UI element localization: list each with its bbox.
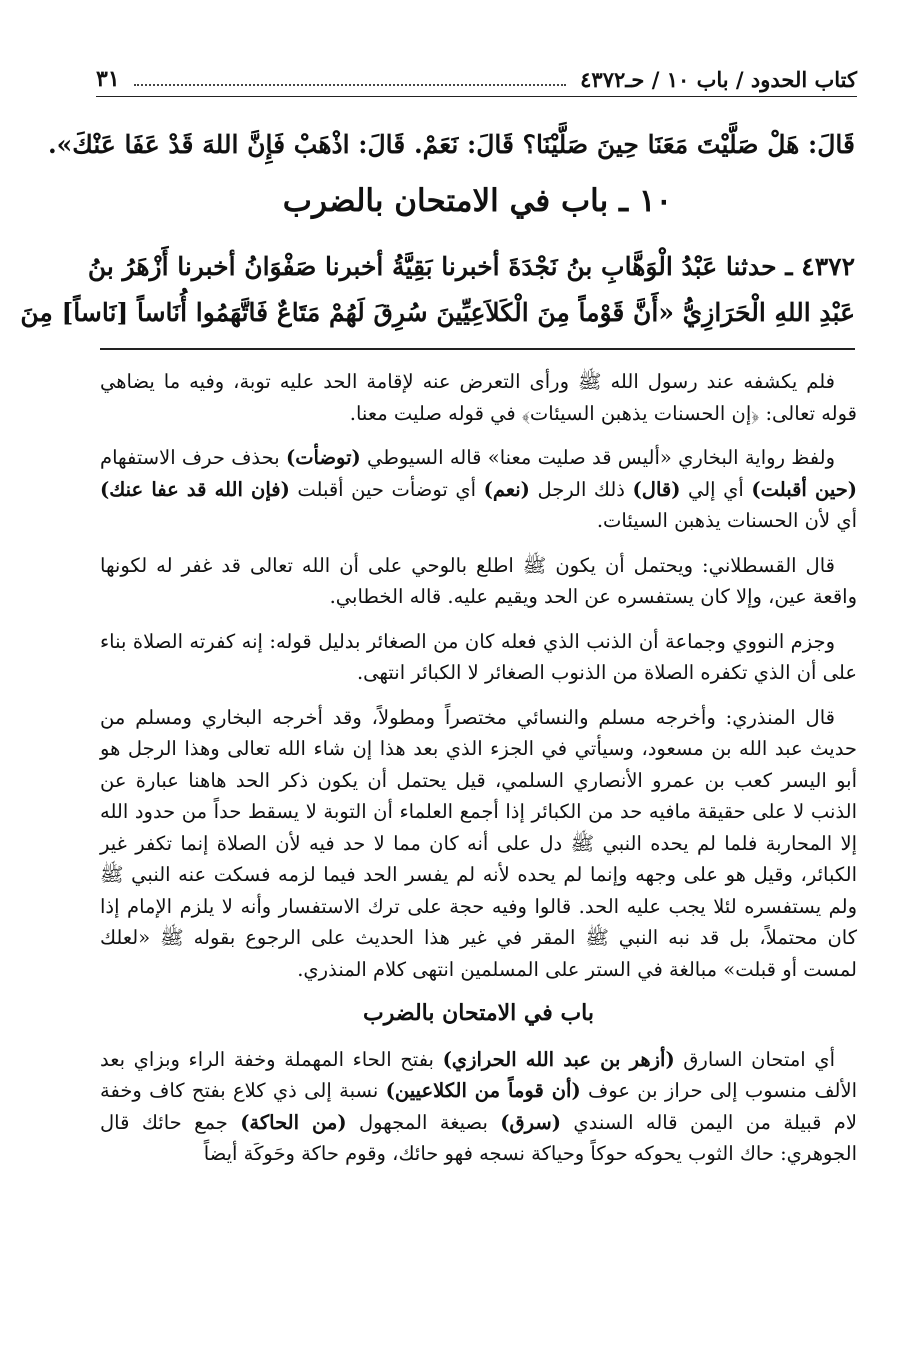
section-subtitle: باب في الامتحان بالضرب bbox=[363, 1000, 594, 1026]
bold-quote: (نعم) bbox=[483, 477, 530, 501]
commentary-paragraph: فلم يكشفه عند رسول الله ﷺ ورأى التعرض عنه لإقامة الحد عليه توبة، وفيه ما يضاهي قوله تعالى: ﴿إن الحسنات يذهبن السيئات﴾ في قوله صليت معنا. bbox=[100, 370, 857, 425]
text-run: ذلك الرجل bbox=[529, 477, 633, 501]
bold-quote: (من الحاكة) bbox=[240, 1110, 347, 1134]
bold-quote: (قال) bbox=[632, 477, 681, 501]
bold-quote: (أزهر بن عبد الله الحرازي) bbox=[442, 1047, 675, 1071]
footnote-separator bbox=[100, 348, 855, 350]
commentary-paragraph: قال القسطلاني: ويحتمل أن يكون ﷺ اطلع بالوحي على أن الله تعالى قد غفر له لكونها واقعة عين، وإلا كان يستفسره عن الحد ويقيم عليه. قاله الخطابي. bbox=[100, 553, 857, 608]
text-run: أي إلي bbox=[680, 477, 752, 501]
text-run: ولفظ رواية البخاري «أليس قد صليت معنا» قاله السيوطي bbox=[360, 446, 836, 469]
text-run: نسبة إلى ذي كلاع بفتح كاف وخفة لام قبيلة من اليمن قاله السندي bbox=[100, 1079, 857, 1134]
commentary-paragraph: قال المنذري: وأخرجه مسلم والنسائي مختصراً ومطولاً، وقد أخرجه البخاري ومسلم من حديث عبد الله بن مسعود، وسيأتي في الجزء الذي بعد هذا إن شاء الله تعالى وهذا الرجل هو أبو اليسر كعب بن عمرو الأنصاري السلمي، قيل يحتمل أن يكون ذكر الحد هاهنا عبارة عن الذنب لا على حقيقة مافيه حد من الكبائر إذا أجمع العلماء أن التوبة لا يسقط حداً من حدود الله إلا المحاربة فلما لم يحده النبي ﷺ دل على أنه كان مما لا حد فيه لأن الصلاة إنما تكفر غير الكبائر، وقيل هو على وجهه وإنما لم يحده لأنه لم يفسر الحد فيما لزمه فسكت عنه النبي ﷺ ولم يستفسره لئلا يجب عليه الحد. قالوا وفيه حجة على ترك الاستفسار وأنه لا يلزم الإمام إذا كان محتملاً، بل قد نبه النبي ﷺ المقر في غير هذا الحديث على الرجوع بقوله ﷺ «لعلك لمست أو قبلت» مبالغة في الستر على المسلمين انتهى كلام المنذري. bbox=[100, 705, 857, 981]
chapter-title: ١٠ ـ باب في الامتحان بالضرب bbox=[282, 183, 673, 219]
hadith-line-3: عَبْدِ اللهِ الْحَرَازِيُّ «أَنَّ قَوْماً مِنَ الْكَلاَعِيِّينَ سُرِقَ لَهُمْ مَتَاعٌ فَاتَّهَمُوا أُنَاساً [نَاساً] مِنَ bbox=[20, 298, 855, 327]
bold-quote: (حين أقبلت) bbox=[751, 477, 857, 501]
header-dot-leader bbox=[134, 84, 567, 86]
text-run: أي امتحان السارق bbox=[674, 1047, 835, 1071]
text-run: جمع حائك قال الجوهري: حاك الثوب يحوكه حوكاً وحياكة نسجه فهو حائك، وقوم حاكة وحَوكَة أيضاً bbox=[100, 1110, 857, 1165]
bold-quote: (أن قوماً من الكلاعيين) bbox=[385, 1079, 581, 1102]
commentary-paragraph: وجزم النووي وجماعة أن الذنب الذي فعله كان من الصغائر بدليل قوله: إنه كفرته الصلاة بناء على أن الذي تكفره الصلاة من الذنوب الصغائر لا الكبائر انتهى. bbox=[100, 629, 857, 684]
bold-quote: (فإن الله قد عفا عنك) bbox=[100, 477, 290, 501]
text-run: بحذف حرف الاستفهام bbox=[100, 446, 286, 469]
commentary-paragraph bbox=[100, 442, 857, 537]
bold-quote: (سرق) bbox=[500, 1110, 561, 1134]
bold-quote: (توضأت) bbox=[285, 446, 361, 469]
text-run: أي توضأت حين أقبلت bbox=[289, 477, 484, 501]
text-run: بصيغة المجهول bbox=[346, 1110, 501, 1134]
text-run: أي لأن الحسنات يذهبن السيئات. bbox=[596, 509, 857, 532]
running-header bbox=[96, 62, 857, 97]
commentary-paragraph bbox=[100, 1044, 857, 1170]
text-run: بفتح الحاء المهملة وخفة الراء وبزاي بعد الألف منسوب إلى حراز بن عوف bbox=[100, 1047, 858, 1102]
commentary-block bbox=[100, 366, 857, 1183]
running-title: كتاب الحدود / باب ١٠ / حـ٤٣٧٢ bbox=[580, 67, 857, 92]
hadith-line-2: ٤٣٧٢ ـ حدثنا عَبْدُ الْوَهَّابِ بنُ نَجْدَةَ أخبرنا بَقِيَّةُ أخبرنا صَفْوَانُ أخبرنا أَزْهَرُ بنُ bbox=[87, 252, 855, 281]
page-number: ٣١ bbox=[96, 66, 120, 92]
hadith-line-1: قَالَ: هَلْ صَلَّيْتَ مَعَنَا حِينَ صَلَّيْنَا؟ قَالَ: نَعَمْ. قَالَ: اذْهَبْ فَإِنَّ اللهَ قَدْ عَفَا عَنْكَ». bbox=[47, 130, 855, 159]
